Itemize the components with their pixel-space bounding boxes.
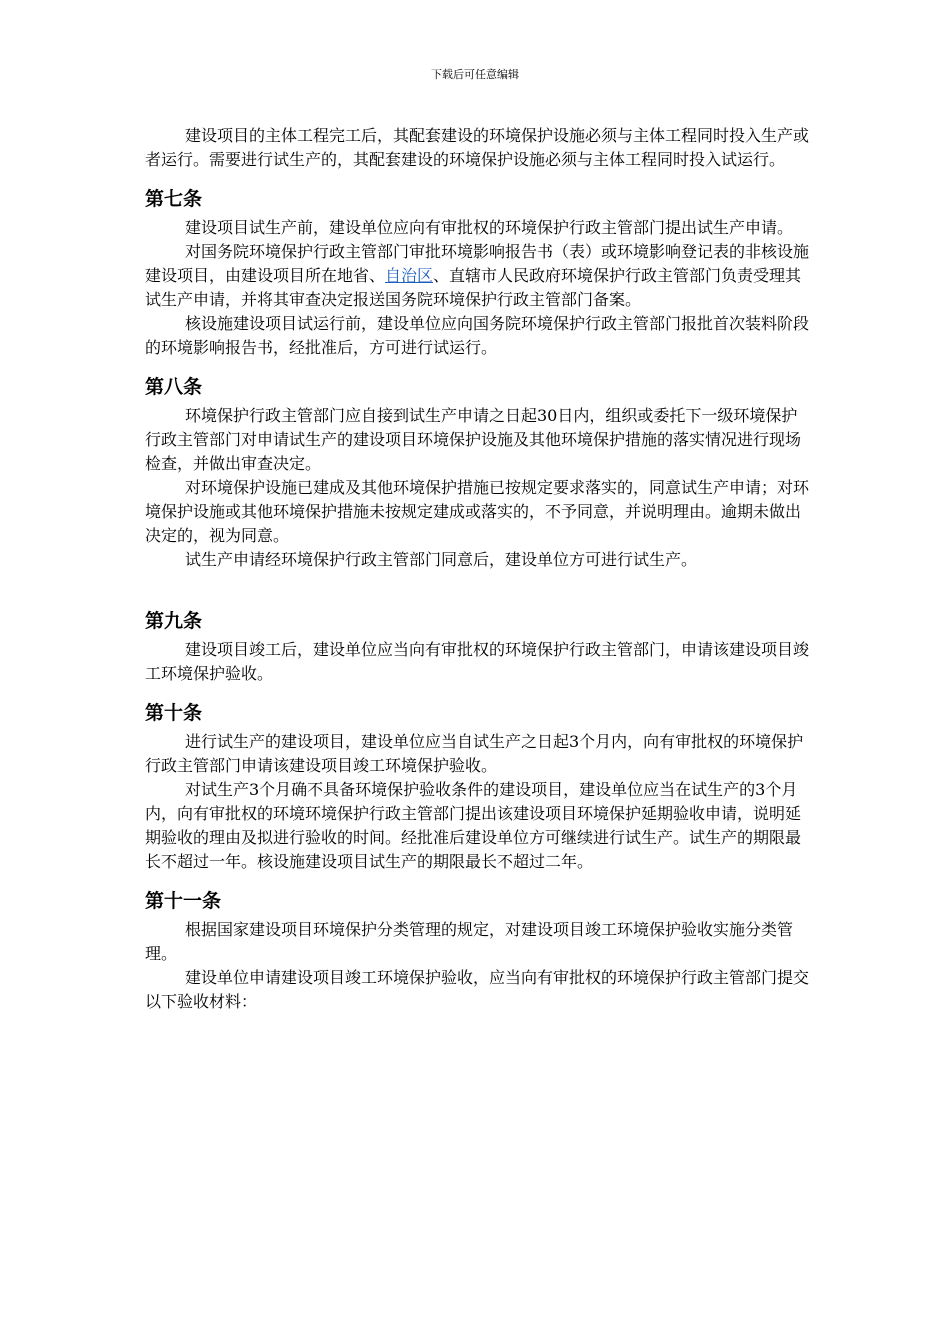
intro-section xyxy=(145,124,810,172)
article-10-title: 第十条 xyxy=(145,702,203,724)
article-7 xyxy=(145,186,810,360)
article-7-title: 第七条 xyxy=(145,188,203,210)
article-11-paragraph-1: 根据国家建设项目环境保护分类管理的规定，对建设项目竣工环境保护验收实施分类管理。 xyxy=(145,920,794,963)
article-11 xyxy=(145,888,810,1014)
article-7-paragraph-2-end: 、直辖市人民政府环境保护行政主管部门负责受理其试生产申请，并将其审查决定报送国务院环境保护行政主管部门备案。 xyxy=(145,266,802,309)
article-11-paragraph-2: 建设单位申请建设项目竣工环境保护验收，应当向有审批权的环境保护行政主管部门提交以下验收材料： xyxy=(145,968,810,1011)
article-8-paragraph-3: 试生产申请经环境保护行政主管部门同意后，建设单位方可进行试生产。 xyxy=(185,550,698,569)
article-7-paragraph-2 xyxy=(145,240,810,312)
autonomous-region-link[interactable]: 自治区 xyxy=(385,266,434,285)
article-9-title: 第九条 xyxy=(145,610,203,632)
article-10-paragraph-2: 对试生产3个月确不具备环境保护验收条件的建设项目，建设单位应当在试生产的3个月内，向有审批权的环境环境保护行政主管部门提出该建设项目环境保护延期验收申请，说明延期验收的理由及拟进行验收的时间。经批准后建设单位方可继续进行试生产。试生产的期限最长不超过一年。核设施建设项目试生产的期限最长不超过二年。 xyxy=(145,780,802,871)
intro-paragraph: 建设项目的主体工程完工后，其配套建设的环境保护设施必须与主体工程同时投入生产或者运行。需要进行试生产的，其配套建设的环境保护设施必须与主体工程同时投入试运行。 xyxy=(145,126,810,169)
article-9 xyxy=(145,608,810,686)
article-7-paragraph-2-start: 对国务院环境保护行政主管部门审批环境影响报告书（表）或环境影响登记表的非核设施建设项目，由建设项目所在地省、 xyxy=(145,242,810,285)
article-10 xyxy=(145,700,810,874)
article-7-paragraph-1: 建设项目试生产前，建设单位应向有审批权的环境保护行政主管部门提出试生产申请。 xyxy=(185,218,794,237)
article-8-paragraph-1: 环境保护行政主管部门应自接到试生产申请之日起30日内，组织或委托下一级环境保护行政主管部门对申请试生产的建设项目环境保护设施及其他环境保护措施的落实情况进行现场检查，并做出审查决定。 xyxy=(145,406,802,473)
article-8-title: 第八条 xyxy=(145,376,203,398)
article-8 xyxy=(145,374,810,572)
article-10-paragraph-1: 进行试生产的建设项目，建设单位应当自试生产之日起3个月内，向有审批权的环境保护行政主管部门申请该建设项目竣工环境保护验收。 xyxy=(145,732,804,775)
article-11-title: 第十一条 xyxy=(145,890,222,912)
article-7-paragraph-3: 核设施建设项目试运行前，建设单位应向国务院环境保护行政主管部门报批首次装料阶段的环境影响报告书，经批准后，方可进行试运行。 xyxy=(145,314,810,357)
document-body xyxy=(145,124,810,1014)
page-header: 下载后可任意编辑 xyxy=(431,68,519,81)
article-9-paragraph-1: 建设项目竣工后，建设单位应当向有审批权的环境保护行政主管部门，申请该建设项目竣工环境保护验收。 xyxy=(145,640,810,683)
article-8-paragraph-2: 对环境保护设施已建成及其他环境保护措施已按规定要求落实的，同意试生产申请；对环境保护设施或其他环境保护措施未按规定建成或落实的，不予同意，并说明理由。逾期未做出决定的，视为同意。 xyxy=(145,478,810,545)
